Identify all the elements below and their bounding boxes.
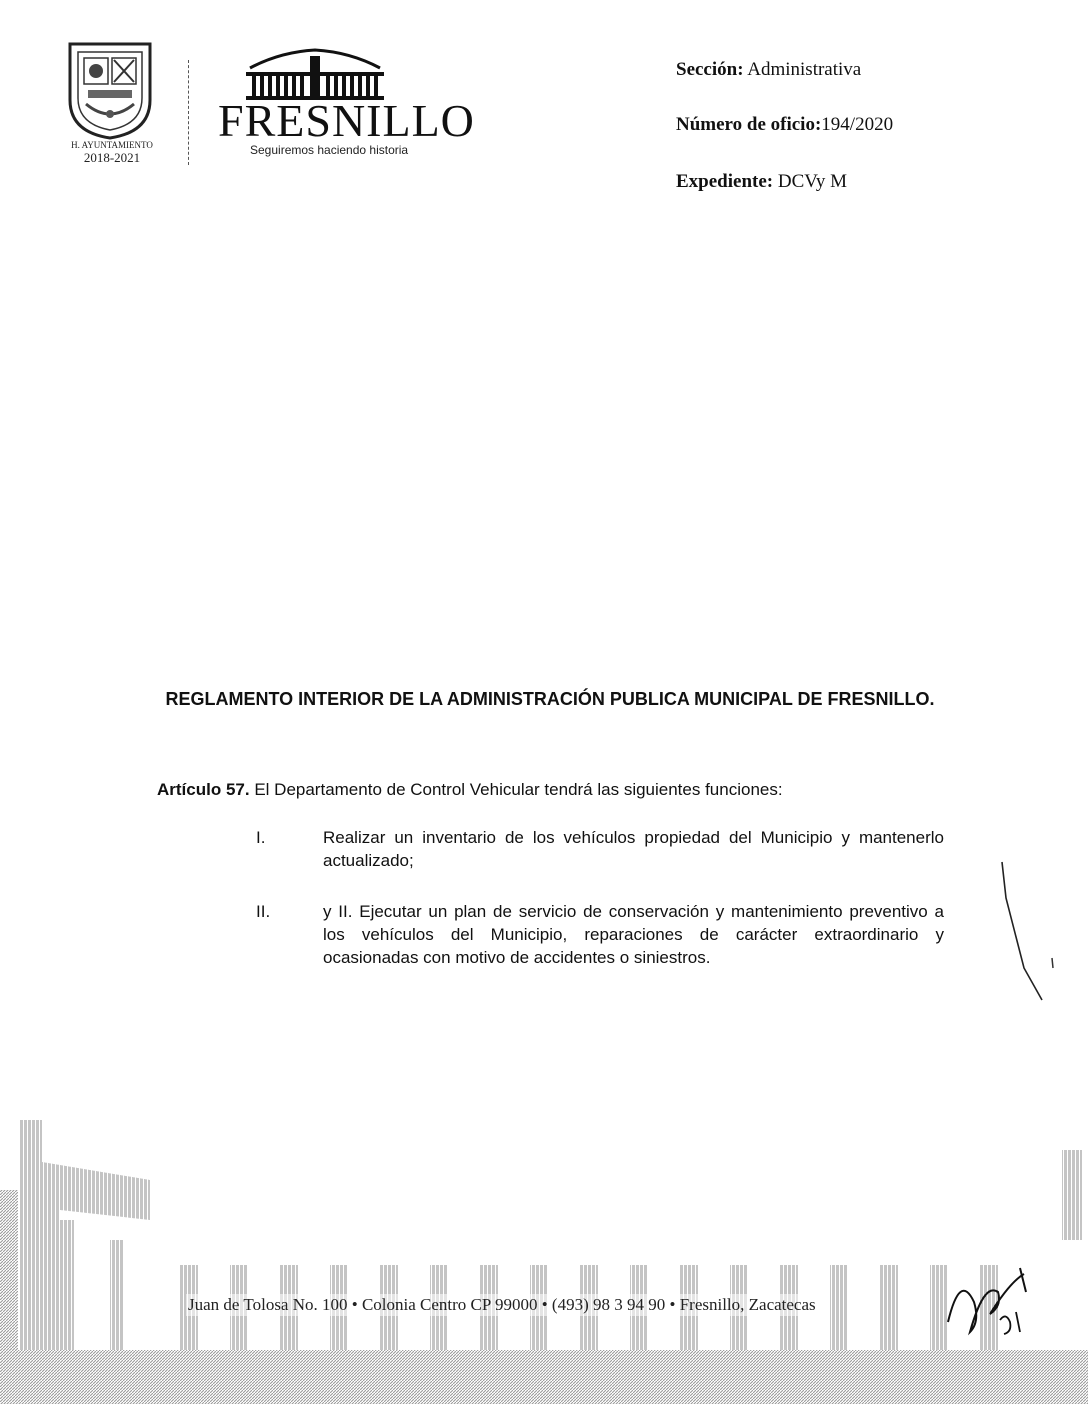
list-item-number: II. xyxy=(256,902,271,921)
meta-expediente-label: Expediente: xyxy=(676,171,774,192)
municipal-seal-icon xyxy=(62,40,158,140)
margin-pen-mark xyxy=(996,858,1056,1003)
meta-oficio-value: 194/2020 xyxy=(821,114,894,135)
document-title: REGLAMENTO INTERIOR DE LA ADMINISTRACIÓN PUBLICA MUNICIPAL DE FRESNILLO. xyxy=(165,689,935,709)
header-divider xyxy=(188,60,189,165)
list-item-number: I. xyxy=(256,828,266,847)
seal-caption-title: H. AYUNTAMIENTO xyxy=(71,140,153,150)
article-text: El Departamento de Control Vehicular tendrá las siguientes funciones: xyxy=(254,780,783,799)
meta-seccion xyxy=(676,58,861,82)
list-item-text: Realizar un inventario de los vehículos propiedad del Municipio y mantenerlo actualizado; xyxy=(323,828,944,870)
fresnillo-building-logo-icon xyxy=(240,46,390,102)
article-label: Artículo 57. xyxy=(157,780,250,799)
meta-expediente-value: DCVy M xyxy=(777,171,848,192)
handwritten-signature xyxy=(940,1262,1040,1342)
list-item xyxy=(256,826,944,876)
list-item-text: y II. Ejecutar un plan de servicio de conservación y mantenimiento preventivo a los vehículos del Municipio, reparaciones de carácter extraordinario y ocasionadas con motivo de accidentes o siniestros. xyxy=(323,902,944,967)
meta-seccion-value: Administrativa xyxy=(747,59,862,80)
seal-caption-years: 2018-2021 xyxy=(83,150,141,165)
fresnillo-logo-wordmark: FRESNILLO xyxy=(218,95,475,146)
meta-expediente xyxy=(676,170,847,194)
seal-caption xyxy=(48,140,176,164)
meta-oficio-label: Número de oficio: xyxy=(676,114,822,135)
article-57 xyxy=(157,779,957,801)
fresnillo-logo-slogan: Seguiremos haciendo historia xyxy=(250,143,409,157)
footer-address: Juan de Tolosa No. 100 • Colonia Centro CP 99000 • (493) 98 3 94 90 • Fresnillo, Zacatecas xyxy=(188,1295,816,1314)
meta-seccion-label: Sección: xyxy=(676,59,744,80)
meta-oficio xyxy=(676,113,893,137)
footer-building-silhouette xyxy=(0,1120,1088,1404)
list-item xyxy=(256,900,944,972)
